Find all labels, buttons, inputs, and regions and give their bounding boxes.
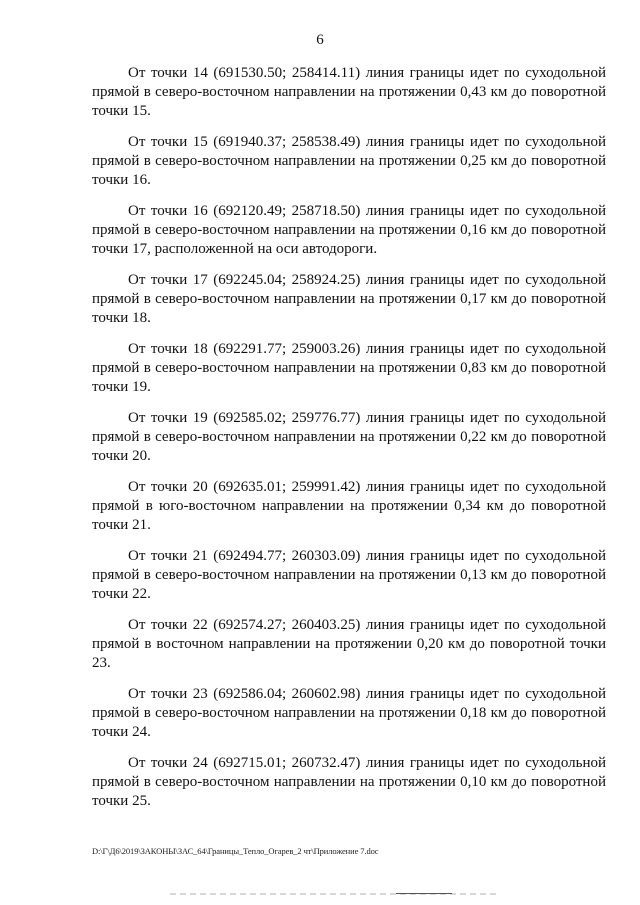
scan-artifact-line [396,893,452,894]
boundary-paragraph-point-23: От точки 23 (692586.04; 260602.98) линия границы идет по суходольной прямой в северо-восточном направлении на протяжении 0,18 км до поворотной точки 24. [92,686,606,740]
boundary-paragraph-point-18: От точки 18 (692291.77; 259003.26) линия границы идет по суходольной прямой в северо-восточном направлении на протяжении 0,83 км до поворотной точки 19. [92,341,606,395]
file-path-footer: D:\Г\Д6\2019\ЗАКОНЫ\ЗАС_64\Границы_Тепло_Огарев_2 чт\Приложение 7.doc [92,846,379,856]
boundary-paragraph-point-21: От точки 21 (692494.77; 260303.09) линия границы идет по суходольной прямой в северо-восточном направлении на протяжении 0,13 км до поворотной точки 22. [92,548,606,602]
page-number: 6 [316,32,324,48]
boundary-paragraph-point-17: От точки 17 (692245.04; 258924.25) линия границы идет по суходольной прямой в северо-восточном направлении на протяжении 0,17 км до поворотной точки 18. [92,272,606,326]
boundary-paragraph-point-19: От точки 19 (692585.02; 259776.77) линия границы идет по суходольной прямой в северо-восточном направлении на протяжении 0,22 км до поворотной точки 20. [92,410,606,464]
boundary-paragraph-point-24: От точки 24 (692715.01; 260732.47) линия границы идет по суходольной прямой в северо-восточном направлении на протяжении 0,10 км до поворотной точки 25. [92,755,606,809]
boundary-paragraph-point-16: От точки 16 (692120.49; 258718.50) линия границы идет по суходольной прямой в северо-восточном направлении на протяжении 0,16 км до поворотной точки 17, расположенной на оси автодороги. [92,203,606,257]
boundary-paragraph-point-15: От точки 15 (691940.37; 258538.49) линия границы идет по суходольной прямой в северо-восточном направлении на протяжении 0,25 км до поворотной точки 16. [92,134,606,188]
boundary-paragraph-point-14: От точки 14 (691530.50; 258414.11) линия границы идет по суходольной прямой в северо-восточном направлении на протяжении 0,43 км до поворотной точки 15. [92,65,606,119]
boundary-paragraph-point-22: От точки 22 (692574.27; 260403.25) линия границы идет по суходольной прямой в восточном направлении на протяжении 0,20 км до поворотной точки 23. [92,617,606,671]
boundary-paragraph-point-20: От точки 20 (692635.01; 259991.42) линия границы идет по суходольной прямой в юго-восточном направлении на протяжении 0,34 км до поворотной точки 21. [92,479,606,533]
